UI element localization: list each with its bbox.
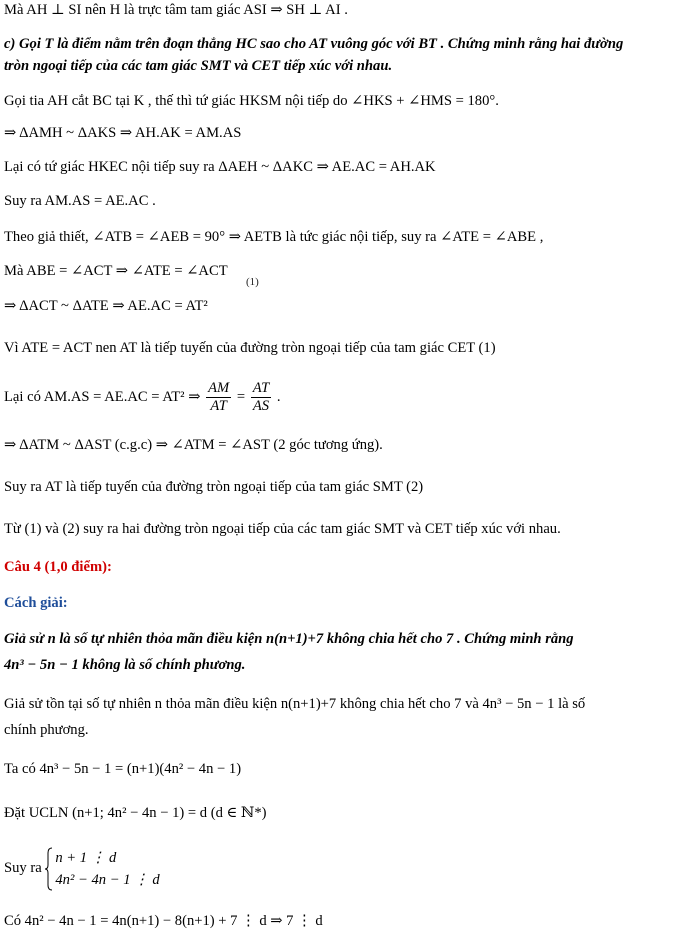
ratio-lead: Lại có AM.AS = AE.AC = AT² ⇒ bbox=[4, 389, 201, 405]
part-c-statement-2: tròn ngoại tiếp của các tam giác SMT và CET tiếp xúc với nhau. bbox=[4, 58, 393, 74]
line-assume: Giả sử tồn tại số tự nhiên n thỏa mãn điều kiện n(n+1)+7 không chia hết cho 7 và 4n³ − 5n − 1 là số bbox=[4, 696, 586, 712]
line-divides-seven: Có 4n² − 4n − 1 = 4n(n+1) − 8(n+1) + 7 ⋮ d ⇒ 7 ⋮ d bbox=[4, 913, 323, 929]
solution-heading: Cách giải: bbox=[4, 595, 68, 611]
fraction-denominator: AT bbox=[210, 398, 227, 415]
line-similar-act-ate: ⇒ ΔACT ~ ΔATE ⇒ AE.AC = AT² bbox=[4, 298, 208, 314]
stray-label: (1) bbox=[246, 276, 259, 288]
line-abe-act: Mà ABE = ∠ACT ⇒ ∠ATE = ∠ACT bbox=[4, 263, 228, 279]
system-lead: Suy ra bbox=[4, 860, 42, 876]
line-tangent-cet: Vì ATE = ACT nen AT là tiếp tuyến của đường tròn ngoại tiếp của tam giác CET (1) bbox=[4, 340, 496, 356]
fraction-denominator: AS bbox=[252, 398, 270, 415]
line-am-as: Suy ra AM.AS = AE.AC . bbox=[4, 193, 156, 209]
fraction-numerator: AM bbox=[208, 380, 230, 397]
line-assume-cont: chính phương. bbox=[4, 722, 89, 738]
brace-icon bbox=[45, 847, 53, 891]
line-cyclic-hkec: Lại có tứ giác HKEC nội tiếp suy ra ΔAEH ~ ΔAKC ⇒ AE.AC = AH.AK bbox=[4, 159, 436, 175]
system-of-divisibility bbox=[45, 847, 159, 891]
line-aetb-cyclic: Theo giả thiết, ∠ATB = ∠AEB = 90° ⇒ AETB là tức giác nội tiếp, suy ra ∠ATE = ∠ABE , bbox=[4, 229, 544, 245]
line-gcd: Đặt UCLN (n+1; 4n² − 4n − 1) = d (d ∈ ℕ*) bbox=[4, 805, 267, 821]
line-similar-atm-ast: ⇒ ΔATM ~ ΔAST (c.g.c) ⇒ ∠ATM = ∠AST (2 góc tương ứng). bbox=[4, 437, 383, 453]
line-cyclic-hksm: Gọi tia AH cắt BC tại K , thế thì tứ giác HKSM nội tiếp do ∠HKS + ∠HMS = 180°. bbox=[4, 93, 499, 109]
fraction-numerator: AT bbox=[252, 380, 270, 397]
line-factor: Ta có 4n³ − 5n − 1 = (n+1)(4n² − 4n − 1) bbox=[4, 761, 242, 777]
fraction-am-at bbox=[206, 380, 231, 415]
line-similar-amh-aks: ⇒ ΔAMH ~ ΔAKS ⇒ AH.AK = AM.AS bbox=[4, 125, 242, 141]
question-4-heading: Câu 4 (1,0 điểm): bbox=[4, 559, 112, 575]
system-row-2: 4n² − 4n − 1 ⋮ d bbox=[55, 871, 160, 888]
part-c-statement-1: c) Gọi T là điểm nằm trên đoạn thẳng HC sao cho AT vuông góc với BT . Chứng minh rằng hai đường bbox=[4, 36, 624, 52]
q4-statement-1: Giả sử n là số tự nhiên thỏa mãn điều kiện n(n+1)+7 không chia hết cho 7 . Chứng minh rằng bbox=[4, 631, 574, 647]
line-orthocenter: Mà AH ⊥ SI nên H là trực tâm tam giác ASI ⇒ SH ⊥ AI . bbox=[4, 2, 348, 18]
fraction-at-as bbox=[251, 380, 272, 415]
line-ratio: Lại có AM.AS = AE.AC = AT² ⇒ $\frac{AM}{AT}$ = $\frac{AT}{AS}$ . bbox=[4, 380, 281, 415]
q4-statement-2: 4n³ − 5n − 1 không là số chính phương. bbox=[4, 657, 246, 673]
system-row-1: n + 1 ⋮ d bbox=[55, 849, 117, 866]
line-conclusion: Từ (1) và (2) suy ra hai đường tròn ngoại tiếp của các tam giác SMT và CET tiếp xúc với nhau. bbox=[4, 521, 561, 537]
line-system bbox=[4, 846, 688, 891]
line-tangent-smt: Suy ra AT là tiếp tuyến của đường tròn ngoại tiếp của tam giác SMT (2) bbox=[4, 479, 424, 495]
